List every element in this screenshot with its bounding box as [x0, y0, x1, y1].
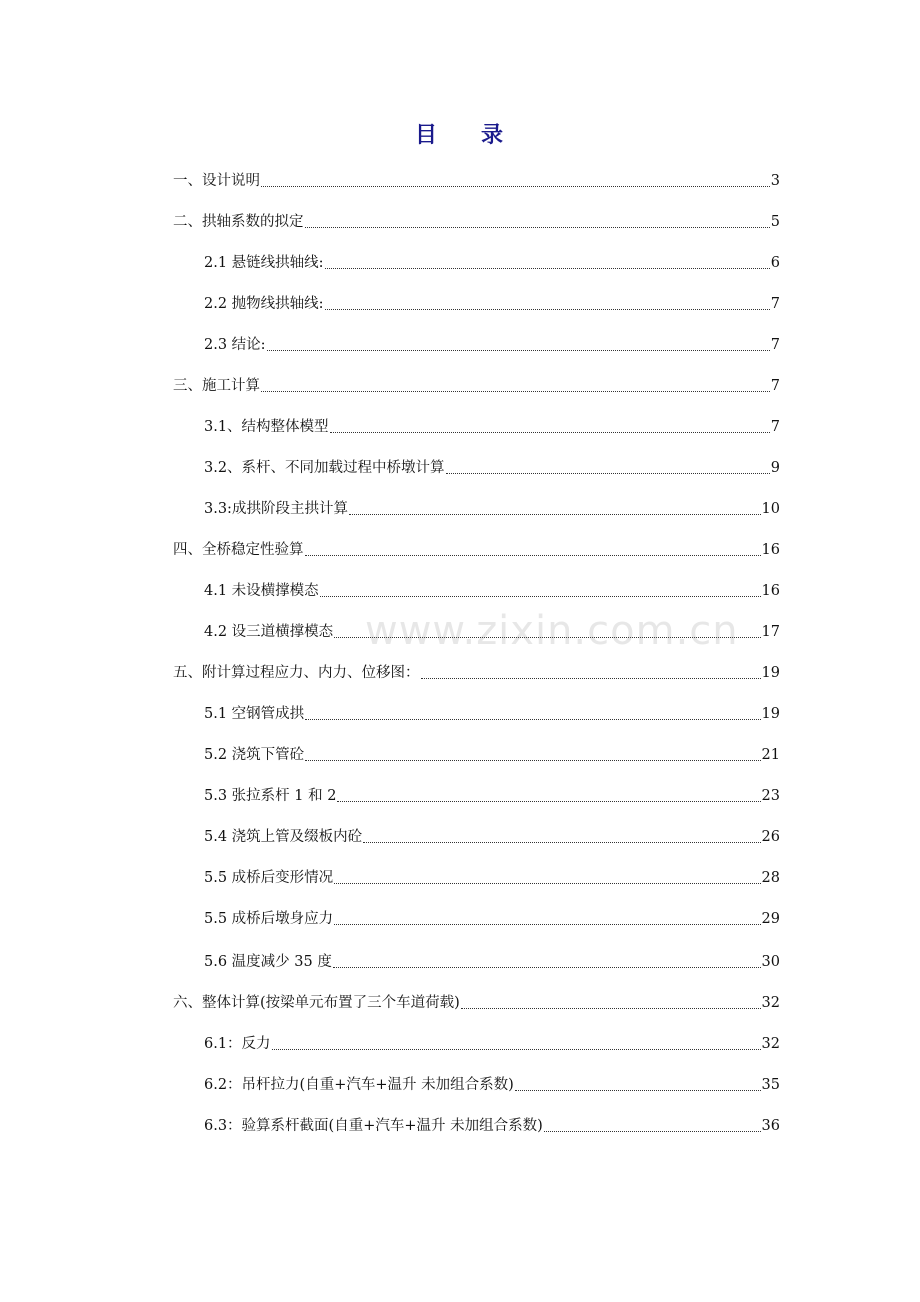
toc-entry-label: 二、拱轴系数的拟定: [173, 214, 304, 230]
toc-entry[interactable]: [173, 170, 780, 192]
toc-entry[interactable]: [204, 951, 780, 973]
title-char-2: 录: [481, 123, 506, 148]
toc-leader-dots: [446, 473, 770, 474]
toc-entry-label: 2.3 结论:: [204, 337, 266, 353]
toc-page-number: 19: [761, 706, 780, 722]
toc-entry[interactable]: [173, 375, 780, 397]
toc-leader-dots: [334, 924, 760, 925]
toc-leader-dots: [421, 678, 761, 679]
toc-leader-dots: [272, 1049, 761, 1050]
toc-entry-label: 3.3:成拱阶段主拱计算: [204, 501, 348, 517]
toc-leader-dots: [325, 309, 770, 310]
watermark: www.zixin.com.cn: [365, 608, 739, 654]
toc-entry-label: 2.1 悬链线拱轴线:: [204, 255, 324, 271]
toc-entry[interactable]: [204, 785, 780, 807]
toc-entry-label: 5.4 浇筑上管及缀板内砼: [204, 829, 363, 845]
toc-leader-dots: [349, 514, 761, 515]
toc-page-number: 23: [761, 788, 780, 804]
toc-entry[interactable]: [204, 457, 780, 479]
toc-entry-label: 6.3：验算系杆截面(自重+汽车+温升 未加组合系数): [204, 1118, 543, 1134]
toc-entry-label: 四、全桥稳定性验算: [173, 542, 304, 558]
toc-entry-label: 4.1 未设横撑模态: [204, 583, 319, 599]
toc-entry[interactable]: [204, 334, 780, 356]
toc-page-number: 36: [761, 1118, 780, 1134]
toc-leader-dots: [544, 1131, 761, 1132]
toc-entry-label: 5.2 浇筑下管砼: [204, 747, 305, 763]
toc-page-number: 7: [770, 296, 780, 312]
toc-entry-label: 6.1：反力: [204, 1036, 271, 1052]
toc-entry-label: 4.2 设三道横撑模态: [204, 624, 334, 640]
toc-leader-dots: [261, 391, 770, 392]
toc-entry[interactable]: [204, 498, 780, 520]
toc-entry[interactable]: [204, 293, 780, 315]
toc-entry[interactable]: [204, 744, 780, 766]
toc-entry[interactable]: [204, 1115, 780, 1137]
toc-entry-label: 5.5 成桥后墩身应力: [204, 911, 334, 927]
toc-leader-dots: [305, 760, 760, 761]
toc-page-number: 28: [761, 870, 780, 886]
toc-leader-dots: [320, 596, 761, 597]
toc-page-number: 7: [770, 337, 780, 353]
toc-entry[interactable]: [204, 580, 780, 602]
toc-entry[interactable]: [204, 867, 780, 889]
toc-page-number: 16: [761, 583, 780, 599]
toc-leader-dots: [325, 268, 770, 269]
toc-page-number: 32: [761, 1036, 780, 1052]
toc-leader-dots: [330, 432, 770, 433]
toc-page-number: 3: [770, 173, 780, 189]
toc-leader-dots: [267, 350, 770, 351]
toc-leader-dots: [305, 227, 770, 228]
toc-leader-dots: [515, 1090, 761, 1091]
toc-entry-label: 一、设计说明: [173, 173, 260, 189]
toc-entry-label: 6.2：吊杆拉力(自重+汽车+温升 未加组合系数): [204, 1077, 514, 1093]
toc-entry[interactable]: [204, 826, 780, 848]
toc-leader-dots: [261, 186, 770, 187]
toc-entry[interactable]: [173, 662, 780, 684]
toc-entry-label: 3.1、结构整体模型: [204, 419, 329, 435]
toc-entry-label: 5.6 温度减少 35 度: [204, 954, 332, 970]
toc-entry-label: 2.2 抛物线拱轴线:: [204, 296, 324, 312]
toc-entry-label: 六、整体计算(按梁单元布置了三个车道荷载): [173, 995, 460, 1011]
toc-leader-dots: [461, 1008, 761, 1009]
toc-leader-dots: [333, 967, 761, 968]
toc-page-number: 7: [770, 419, 780, 435]
toc-leader-dots: [337, 801, 760, 802]
toc-entry[interactable]: [204, 416, 780, 438]
toc-entry[interactable]: [204, 703, 780, 725]
toc-entry[interactable]: [204, 1033, 780, 1055]
toc-entry-label: 5.3 张拉系杆 1 和 2: [204, 788, 337, 804]
toc-entry[interactable]: [173, 992, 780, 1014]
toc-page-number: 10: [761, 501, 780, 517]
toc-page-number: 16: [761, 542, 780, 558]
toc-leader-dots: [334, 883, 760, 884]
toc-page-number: 17: [761, 624, 780, 640]
toc-page-number: 6: [770, 255, 780, 271]
toc-entry-label: 5.1 空钢管成拱: [204, 706, 305, 722]
toc-entry-label: 三、施工计算: [173, 378, 260, 394]
toc-entry-label: 3.2、系杆、不同加载过程中桥墩计算: [204, 460, 445, 476]
toc-page-number: 7: [770, 378, 780, 394]
toc-leader-dots: [305, 555, 761, 556]
toc-page-number: 32: [761, 995, 780, 1011]
toc-entry[interactable]: [204, 1074, 780, 1096]
toc-page-number: 9: [770, 460, 780, 476]
toc-page-number: 21: [761, 747, 780, 763]
toc-page-number: 26: [761, 829, 780, 845]
toc-page-number: 30: [761, 954, 780, 970]
toc-page-number: 29: [761, 911, 780, 927]
toc-entry[interactable]: [173, 539, 780, 561]
toc-page-number: 35: [761, 1077, 780, 1093]
toc-leader-dots: [363, 842, 760, 843]
toc-entry-label: 5.5 成桥后变形情况: [204, 870, 334, 886]
toc-page-number: 19: [761, 665, 780, 681]
toc-entry[interactable]: [204, 908, 780, 930]
toc-entry[interactable]: [173, 211, 780, 233]
title-char-1: 目: [414, 123, 439, 148]
toc-entry[interactable]: [204, 252, 780, 274]
toc-leader-dots: [305, 719, 760, 720]
toc-page-number: 5: [770, 214, 780, 230]
toc-entry-label: 五、附计算过程应力、内力、位移图：: [173, 665, 420, 681]
